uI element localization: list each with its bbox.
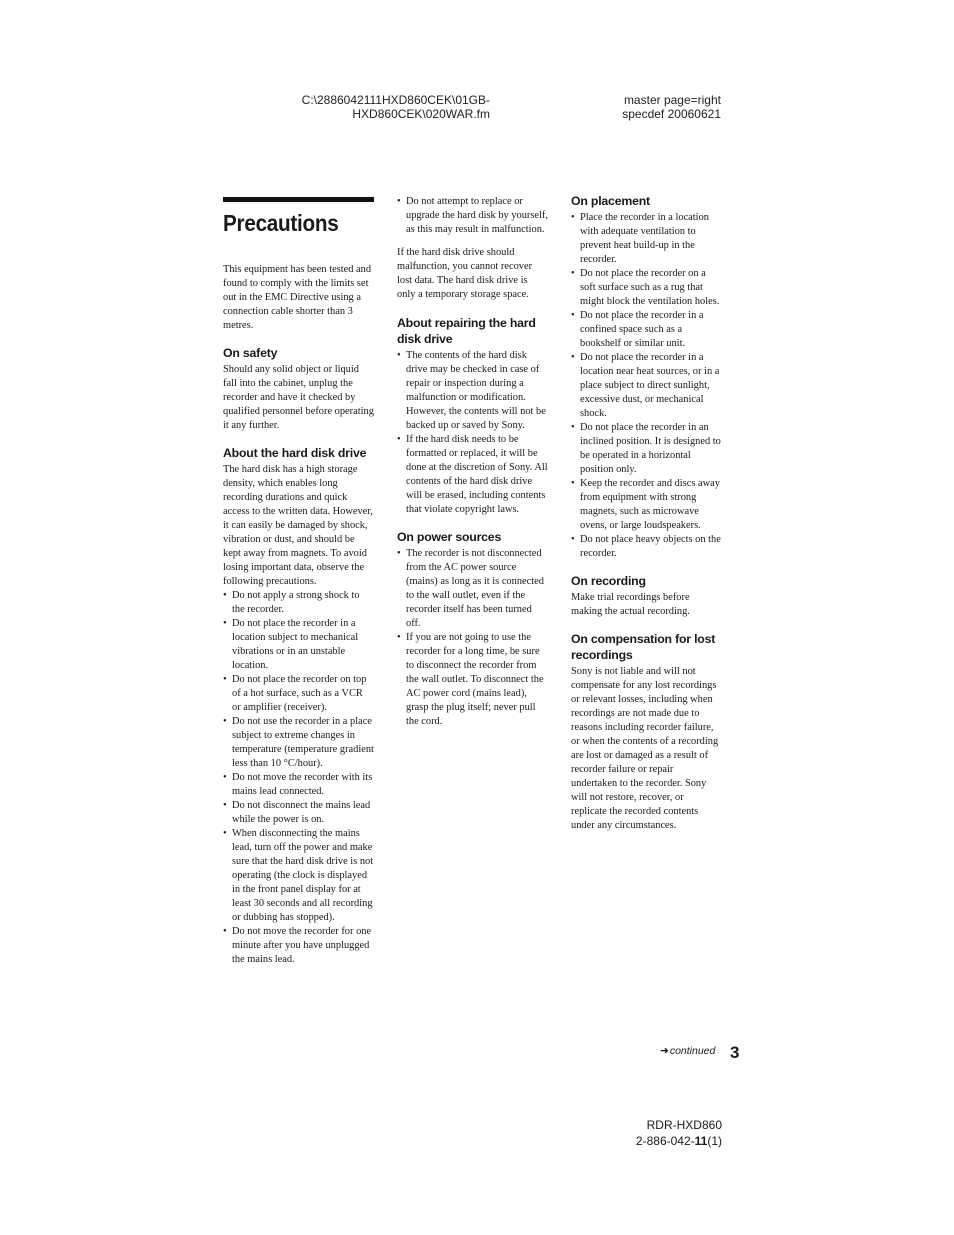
list-item: • The contents of the hard disk drive may be checked in case of repair or inspection during a malfunction or modification. However, the contents will not be backed up or saved by Sony. bbox=[397, 349, 548, 433]
placement-list bbox=[571, 211, 722, 561]
hdd-after-paragraph: If the hard disk drive should malfunction, you cannot recover lost data. The hard disk drive is only a temporary storage space. bbox=[397, 247, 533, 300]
repair-heading: About repairing the hard disk drive bbox=[397, 316, 536, 346]
list-item: • When disconnecting the mains lead, turn off the power and make sure that the hard disk drive is not operating (the clock is displayed in the front panel display for at least 30 seconds and all recording or dubbing has stopped). bbox=[223, 827, 374, 925]
column-1 bbox=[223, 195, 374, 967]
list-item: • Do not use the recorder in a place subject to extreme changes in temperature (temperature gradient less than 10 °C/hour). bbox=[223, 715, 374, 771]
list-item: • The recorder is not disconnected from the AC power source (mains) as long as it is connected to the wall outlet, even if the recorder itself has been turned off. bbox=[397, 547, 548, 631]
list-item: • Do not disconnect the mains lead while the power is on. bbox=[223, 799, 374, 827]
master-page-line-1: master page=right bbox=[623, 93, 721, 107]
page-title: Precautions bbox=[223, 210, 339, 236]
intro-paragraph: This equipment has been tested and found to comply with the limits set out in the EMC Directive using a connection cable shorter than 3 metres. bbox=[223, 264, 372, 331]
master-page-line-2: specdef 20060621 bbox=[622, 107, 721, 121]
list-item: • Do not place the recorder on top of a hot surface, such as a VCR or amplifier (receiver). bbox=[223, 673, 374, 715]
list-item: • Do not place heavy objects on the recorder. bbox=[571, 533, 722, 561]
list-item: • Place the recorder in a location with adequate ventilation to prevent heat build-up in the recorder. bbox=[571, 211, 722, 267]
model-number: RDR-HXD860 bbox=[646, 1118, 722, 1132]
safety-heading: On safety bbox=[223, 346, 278, 360]
page-number: 3 bbox=[730, 1043, 740, 1062]
continued-label: continued bbox=[669, 1045, 716, 1057]
hdd-paragraph: The hard disk has a high storage density, which enables long recording durations and quick access to the written data. However, it can easily be damaged by shock, vibration or dust, and should be kept away from magnets. To avoid losing important data, observe the following precautions. bbox=[223, 464, 373, 587]
list-item: • Do not apply a strong shock to the recorder. bbox=[223, 589, 374, 617]
file-path-header bbox=[250, 93, 490, 121]
list-item: • If the hard disk needs to be formatted or replaced, it will be done at the discretion of Sony. All contents of the hard disk drive will be erased, including contents that violate copyright laws. bbox=[397, 433, 548, 517]
column-2 bbox=[397, 195, 548, 729]
master-page-header bbox=[560, 93, 721, 121]
list-item: • Do not move the recorder for one minute after you have unplugged the mains lead. bbox=[223, 925, 374, 967]
title-rule bbox=[223, 197, 374, 202]
compensation-paragraph: Sony is not liable and will not compensate for any lost recordings or relevant losses, including when recordings are not made due to reasons including recorder failure, or when the contents of a recording are lost or damaged as a result of recorder failure or repair undertaken to the recorder. Sony will not restore, recover, or replicate the recorded contents under any circumstances. bbox=[571, 666, 719, 831]
document-code-suffix: (1) bbox=[707, 1134, 722, 1148]
hdd-heading: About the hard disk drive bbox=[223, 446, 367, 460]
file-path-line-2: HXD860CEK\020WAR.fm bbox=[352, 107, 490, 121]
safety-paragraph: Should any solid object or liquid fall into the cabinet, unplug the recorder and have it checked by qualified personnel before operating it any further. bbox=[223, 364, 374, 431]
arrow-right-icon: ➜ bbox=[660, 1045, 669, 1057]
placement-heading: On placement bbox=[571, 194, 650, 208]
list-item: • Do not place the recorder in a confined space such as a bookshelf or similar unit. bbox=[571, 309, 722, 351]
list-item: • Do not place the recorder on a soft surface such as a rug that might block the ventilation holes. bbox=[571, 267, 722, 309]
power-heading: On power sources bbox=[397, 530, 502, 544]
document-code-prefix: 2-886-042- bbox=[635, 1134, 695, 1148]
recording-heading: On recording bbox=[571, 574, 646, 588]
footer-model-code bbox=[560, 1117, 722, 1149]
recording-paragraph: Make trial recordings before making the actual recording. bbox=[571, 592, 690, 617]
list-item: • Do not place the recorder in an inclined position. It is designed to be operated in a horizontal position only. bbox=[571, 421, 722, 477]
list-item: • Do not place the recorder in a location subject to mechanical vibrations or in an unstable location. bbox=[223, 617, 374, 673]
list-item: • Do not move the recorder with its mains lead connected. bbox=[223, 771, 374, 799]
document-code-bold: 11 bbox=[694, 1134, 708, 1148]
list-item: • Do not place the recorder in a location near heat sources, or in a place subject to direct sunlight, excessive dust, or mechanical shock. bbox=[571, 351, 722, 421]
file-path-line-1: C:\2886042111HXD860CEK\01GB- bbox=[301, 93, 490, 107]
hdd-list bbox=[223, 589, 374, 967]
repair-list bbox=[397, 349, 548, 517]
compensation-heading: On compensation for lost recordings bbox=[571, 632, 716, 662]
document-code bbox=[560, 1133, 722, 1149]
power-list bbox=[397, 547, 548, 729]
hdd-list-continued bbox=[397, 195, 548, 237]
continued-marker bbox=[660, 1045, 715, 1057]
list-item: • Do not attempt to replace or upgrade the hard disk by yourself, as this may result in malfunction. bbox=[397, 195, 548, 237]
list-item: • Keep the recorder and discs away from equipment with strong magnets, such as microwave ovens, or large loudspeakers. bbox=[571, 477, 722, 533]
list-item: • If you are not going to use the recorder for a long time, be sure to disconnect the recorder from the wall outlet. To disconnect the AC power cord (mains lead), grasp the plug itself; never pull the cord. bbox=[397, 631, 548, 729]
column-3 bbox=[571, 195, 722, 833]
